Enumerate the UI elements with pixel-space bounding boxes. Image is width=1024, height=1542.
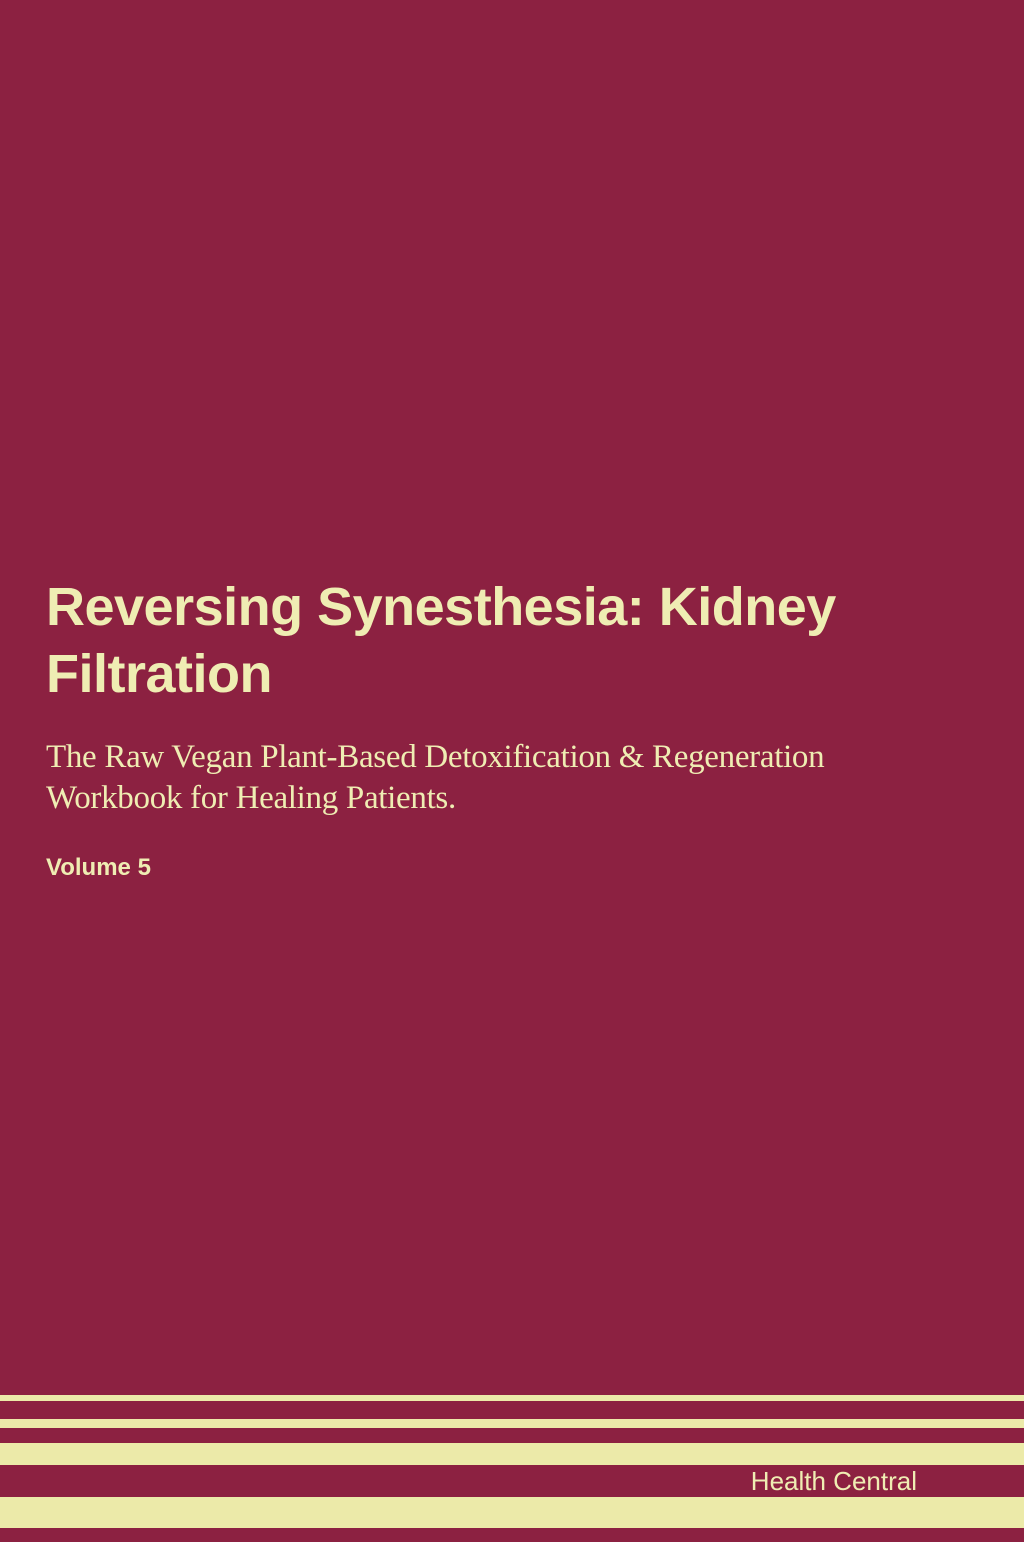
footer-stripe-2 [0,1419,1024,1428]
footer-stripe-1 [0,1395,1024,1401]
book-title-line-1: Reversing Synesthesia: Kidney [46,577,836,637]
publisher-name: Health Central [750,1466,917,1496]
footer-stripe-3 [0,1443,1024,1465]
book-subtitle-line-1: The Raw Vegan Plant-Based Detoxification & Regeneration [46,739,825,775]
volume-label: Volume 5 [46,854,151,881]
footer-stripe-4 [0,1497,1024,1528]
book-title-line-2: Filtration [46,644,272,704]
book-subtitle [46,737,966,819]
book-subtitle-line-2: Workbook for Healing Patients. [46,780,456,816]
book-title [46,574,956,708]
